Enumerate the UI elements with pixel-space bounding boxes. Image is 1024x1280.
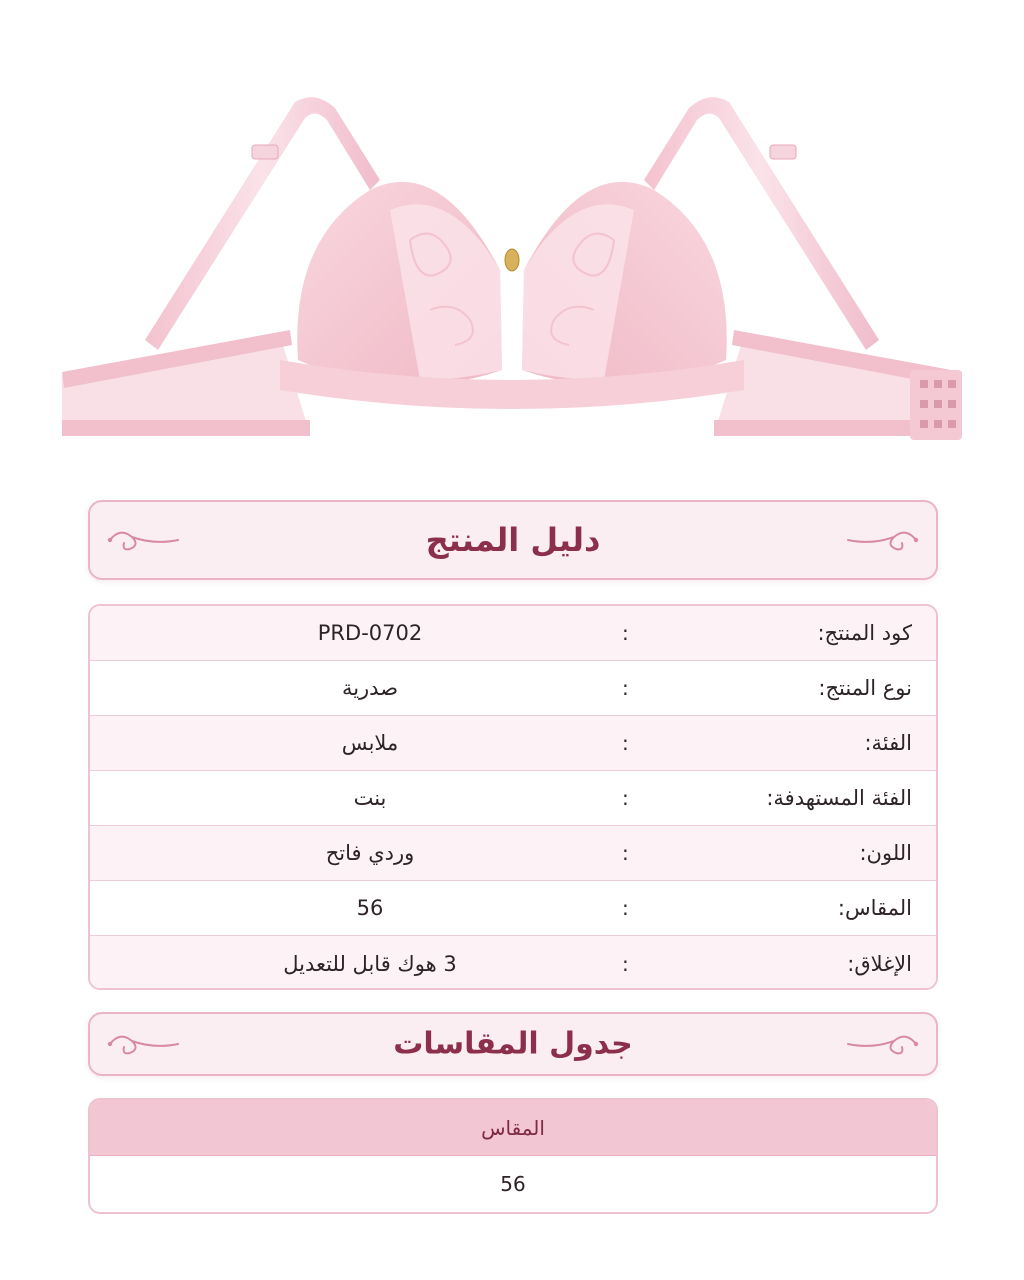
info-row-color <box>90 826 936 881</box>
size-chart-title: جدول المقاسات <box>393 1026 633 1062</box>
row-label: المقاس: <box>837 896 912 920</box>
product-image <box>40 60 984 480</box>
info-row-target <box>90 771 936 826</box>
row-value: بنت <box>353 786 387 810</box>
row-label: الإغلاق: <box>847 951 912 976</box>
row-label: الفئة: <box>864 731 912 755</box>
row-value: 56 <box>356 896 384 920</box>
info-row-size <box>90 881 936 936</box>
row-label: نوع المنتج: <box>818 676 912 700</box>
size-table-cell <box>90 1156 936 1212</box>
size-table <box>88 1098 938 1214</box>
row-value: PRD-0702 <box>317 621 423 645</box>
row-colon: : <box>622 676 629 700</box>
row-value: صدرية <box>341 676 399 700</box>
row-colon: : <box>622 621 629 645</box>
row-colon: : <box>622 841 629 865</box>
row-value: وردي فاتح <box>325 841 415 865</box>
row-colon: : <box>622 896 629 920</box>
row-label: كود المنتج: <box>817 621 912 645</box>
row-colon: : <box>622 731 629 755</box>
info-row-category <box>90 716 936 771</box>
product-guide-title: دليل المنتج <box>425 521 601 559</box>
swirl-ornament-icon <box>842 523 922 557</box>
row-value: 3 هوك قابل للتعديل <box>283 951 457 976</box>
row-colon: : <box>622 786 629 810</box>
info-row-closure <box>90 936 936 990</box>
info-row-code <box>90 606 936 661</box>
size-chart-banner <box>88 1012 938 1076</box>
row-value: ملابس <box>341 731 399 755</box>
row-colon: : <box>622 951 629 976</box>
product-guide-banner <box>88 500 938 580</box>
row-label: الفئة المستهدفة: <box>766 786 912 810</box>
size-value: 56 <box>500 1172 526 1196</box>
swirl-ornament-icon <box>842 1027 922 1061</box>
product-info-table <box>88 604 938 990</box>
row-label: اللون: <box>859 841 912 865</box>
size-table-header <box>90 1100 936 1156</box>
size-column-header: المقاس <box>481 1115 545 1140</box>
info-row-type <box>90 661 936 716</box>
